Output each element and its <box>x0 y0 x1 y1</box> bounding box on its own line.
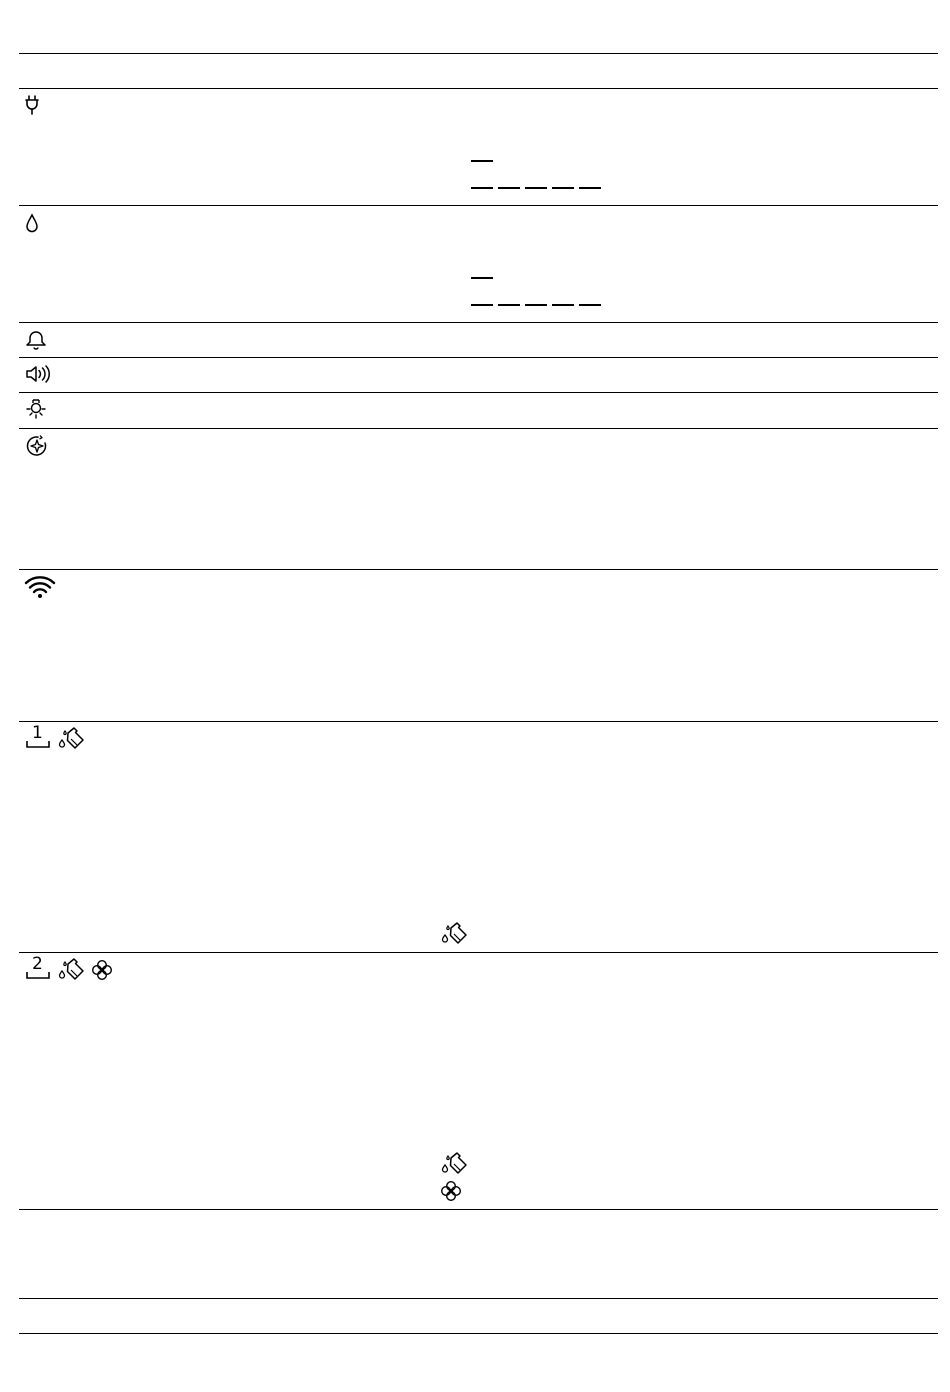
value-dash <box>471 160 493 162</box>
row-divider <box>19 1298 938 1299</box>
value-dash <box>471 277 493 279</box>
value-dash <box>552 304 574 306</box>
row-divider <box>19 721 938 722</box>
value-dash <box>552 187 574 189</box>
table-header-rule <box>19 88 938 89</box>
table-top-rule <box>19 53 938 54</box>
value-dash <box>471 304 493 306</box>
value-dash <box>525 187 547 189</box>
detergent-bottle-icon <box>440 922 470 946</box>
value-dash <box>579 187 601 189</box>
water-drop-icon <box>25 213 39 233</box>
dispenser-number: 2 <box>32 954 43 974</box>
light-bulb-icon <box>25 398 47 420</box>
fabric-softener-flower-icon <box>91 959 113 981</box>
value-dash <box>498 304 520 306</box>
row-divider <box>19 569 938 570</box>
row-divider <box>19 1209 938 1210</box>
row-divider <box>19 205 938 206</box>
row-divider <box>19 357 938 358</box>
value-dash <box>498 187 520 189</box>
wifi-icon <box>24 575 56 599</box>
speaker-icon <box>25 364 51 384</box>
row-divider <box>19 392 938 393</box>
row-divider <box>19 952 938 953</box>
detergent-bottle-icon <box>57 727 87 751</box>
value-dash <box>525 304 547 306</box>
care-sparkle-icon <box>25 434 49 458</box>
table-bottom-rule <box>19 1333 938 1334</box>
detergent-bottle-icon <box>440 1152 470 1176</box>
detergent-bottle-icon <box>57 958 87 982</box>
value-dash <box>471 187 493 189</box>
value-dash <box>579 304 601 306</box>
fabric-softener-flower-icon <box>440 1180 462 1202</box>
row-divider <box>19 428 938 429</box>
dispenser-number: 1 <box>32 723 43 743</box>
bell-icon <box>25 330 47 350</box>
power-plug-icon <box>24 95 40 115</box>
row-divider <box>19 322 938 323</box>
